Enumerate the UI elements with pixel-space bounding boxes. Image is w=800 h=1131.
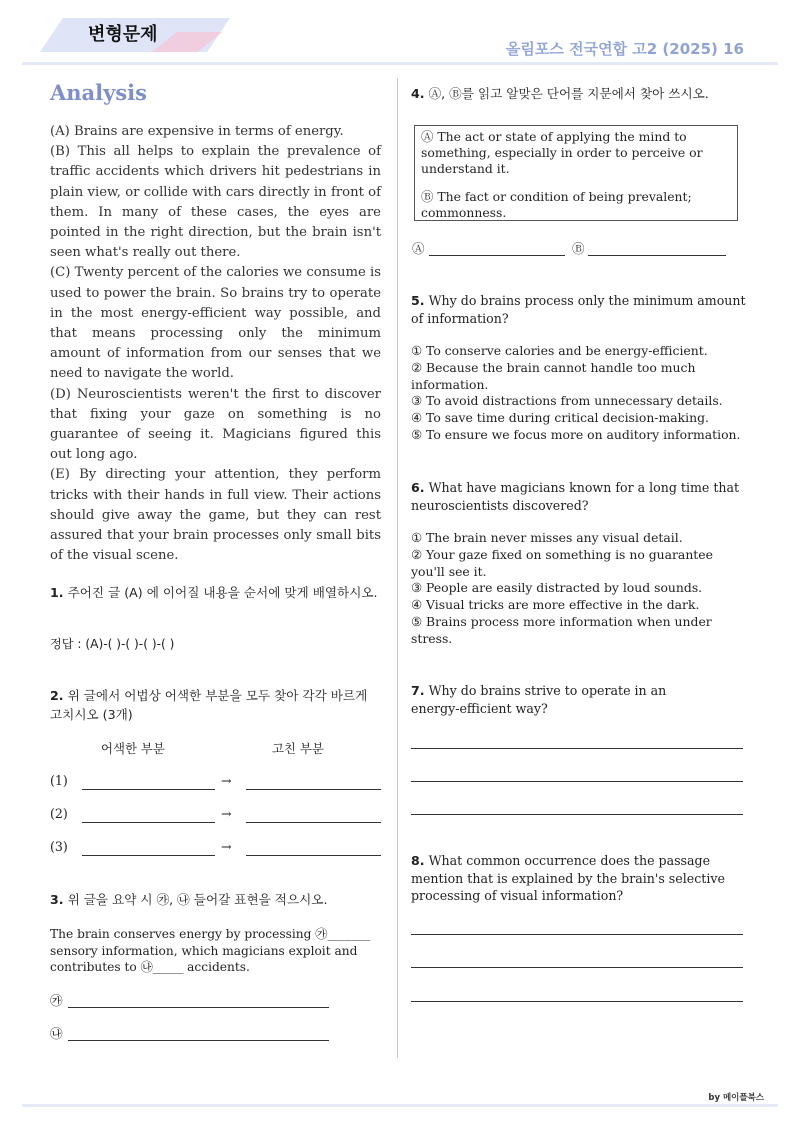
q4-label-b: Ⓑ — [572, 241, 585, 256]
column-header-wrong: 어색한 부분 — [101, 741, 165, 756]
passage-d: (D) Neuroscientists weren't the first to discover that fixing your gaze on something is no guarantee of seeing it. Magicians figured this out long ago. — [50, 386, 381, 463]
question-1-number: 1. — [50, 585, 64, 600]
question-8-number: 8. — [411, 853, 425, 868]
section-title: Analysis — [50, 80, 147, 105]
question-6 — [411, 479, 746, 514]
q3-label-a: ㉮ — [50, 993, 63, 1008]
question-5-text: Why do brains process only the minimum amount of information? — [411, 293, 746, 326]
column-header-fixed: 고친 부분 — [272, 741, 324, 756]
q2-wrong-blank-2[interactable] — [82, 822, 215, 823]
footer-credit: by 메이플북스 — [708, 1093, 764, 1103]
q2-wrong-blank-3[interactable] — [82, 855, 215, 856]
q4-blank-b[interactable] — [588, 255, 726, 256]
question-8-text: What common occurrence does the passage mention that is explained by the brain's selective processing of visual information? — [411, 853, 725, 904]
q5-option-4[interactable]: ④ To save time during critical decision-making. — [411, 410, 709, 426]
header-badge — [40, 18, 230, 52]
q2-fixed-blank-2[interactable] — [246, 822, 381, 823]
question-2-number: 2. — [50, 688, 64, 703]
question-5-number: 5. — [411, 293, 425, 308]
arrow-icon: → — [221, 839, 232, 854]
question-8 — [411, 852, 731, 905]
footer-rule — [22, 1104, 778, 1107]
q2-fixed-blank-1[interactable] — [246, 789, 381, 790]
q3-summary-line-3: contributes to ㉯_____ accidents. — [50, 960, 250, 975]
q8-answer-line-2[interactable] — [411, 967, 743, 968]
arrow-icon: → — [221, 806, 232, 821]
column-divider — [397, 78, 398, 1058]
question-3-text: 위 글을 요약 시 ㉮, ㉯ 들어갈 표현을 적으시오. — [67, 892, 328, 907]
q5-option-3[interactable]: ③ To avoid distractions from unnecessary details. — [411, 393, 723, 409]
q6-option-2[interactable]: ② Your gaze fixed on something is no guarantee you'll see it. — [411, 546, 713, 579]
question-1-answer: 정답 : (A)-( )-( )-( )-( ) — [50, 637, 175, 651]
question-6-text: What have magicians known for a long time that neuroscientists discovered? — [411, 480, 740, 513]
passage-e: (E) By directing your attention, they perform tricks with their hands in full view. Their actions should give away the game, but they can rest assured that your brain processes only small bits of the visual scene. — [50, 467, 381, 564]
q3-blank-a[interactable] — [68, 1007, 329, 1008]
q6-option-3[interactable]: ③ People are easily distracted by loud sounds. — [411, 580, 703, 596]
q3-label-b: ㉯ — [50, 1026, 63, 1041]
question-3 — [50, 890, 385, 909]
q2-row-label-2: (2) — [50, 806, 68, 821]
q8-answer-line-3[interactable] — [411, 1001, 743, 1002]
q3-blank-b[interactable] — [68, 1040, 329, 1041]
q7-answer-line-2[interactable] — [411, 781, 743, 782]
question-6-number: 6. — [411, 480, 425, 495]
q7-answer-line-3[interactable] — [411, 814, 743, 815]
q6-option-5[interactable]: ⑤ Brains process more information when under stress. — [411, 613, 712, 646]
definition-b: Ⓑ The fact or condition of being prevalent; commonness. — [421, 189, 692, 220]
q5-options — [411, 343, 751, 444]
q2-fixed-blank-3[interactable] — [246, 855, 381, 856]
question-1-text: 주어진 글 (A) 에 이어질 내용을 순서에 맞게 배열하시오. — [67, 585, 378, 600]
header-source: 올림포스 전국연합 고2 (2025) 16 — [505, 40, 744, 58]
q4-blank-a[interactable] — [429, 255, 565, 256]
question-7-text: Why do brains strive to operate in an energy-efficient way? — [411, 683, 667, 716]
q4-label-a: Ⓐ — [412, 241, 425, 256]
q5-option-1[interactable]: ① To conserve calories and be energy-efficient. — [411, 343, 708, 358]
passage-a: (A) Brains are expensive in terms of energy. — [50, 124, 344, 139]
question-5 — [411, 292, 746, 327]
passage-b: (B) This all helps to explain the prevalence of traffic accidents which drivers hit pedestrians in plain view, or collide with cars directly in front of them. In many of these cases, the eyes are pointed in the right direction, but the brain isn't seen what's really out there. — [50, 144, 381, 261]
q3-summary — [50, 926, 385, 976]
question-1 — [50, 583, 385, 602]
q3-summary-line-1: The brain conserves energy by processing ㉮_______ — [50, 927, 371, 941]
question-3-number: 3. — [50, 892, 64, 907]
q2-row-label-1: (1) — [50, 773, 68, 788]
question-4-number: 4. — [411, 86, 425, 101]
question-7 — [411, 682, 701, 717]
q3-summary-line-2: sensory information, which magicians exploit and — [50, 943, 358, 958]
q8-answer-line-1[interactable] — [411, 934, 743, 935]
q2-row-label-3: (3) — [50, 839, 68, 854]
question-7-number: 7. — [411, 683, 425, 698]
question-4 — [411, 84, 751, 103]
q5-option-2[interactable]: ② Because the brain cannot handle too much information. — [411, 359, 696, 392]
badge-label: 변형문제 — [88, 24, 158, 45]
q7-answer-line-1[interactable] — [411, 748, 743, 749]
definition-a: Ⓐ The act or state of applying the mind to something, especially in order to perceive or understand it. — [421, 129, 703, 176]
q6-options — [411, 530, 731, 648]
arrow-icon: → — [221, 773, 232, 788]
q2-wrong-blank-1[interactable] — [82, 789, 215, 790]
definition-box — [414, 125, 738, 221]
question-4-text: Ⓐ, Ⓑ를 읽고 알맞은 단어를 지문에서 찾아 쓰시오. — [428, 86, 709, 101]
q6-option-4[interactable]: ④ Visual tricks are more effective in the dark. — [411, 597, 700, 613]
question-2 — [50, 686, 370, 724]
passage-c: (C) Twenty percent of the calories we consume is used to power the brain. So brains try to operate in the most energy-efficient way possible, and that means processing only the minimum amount of information from our senses that we need to navigate the world. — [50, 265, 381, 382]
q5-option-5[interactable]: ⑤ To ensure we focus more on auditory information. — [411, 426, 741, 442]
question-2-text: 위 글에서 어법상 어색한 부분을 모두 찾아 각각 바르게 고치시오 (3개) — [50, 688, 368, 722]
header-rule — [22, 62, 778, 65]
q6-option-1[interactable]: ① The brain never misses any visual detail. — [411, 530, 683, 545]
passage — [50, 122, 381, 566]
